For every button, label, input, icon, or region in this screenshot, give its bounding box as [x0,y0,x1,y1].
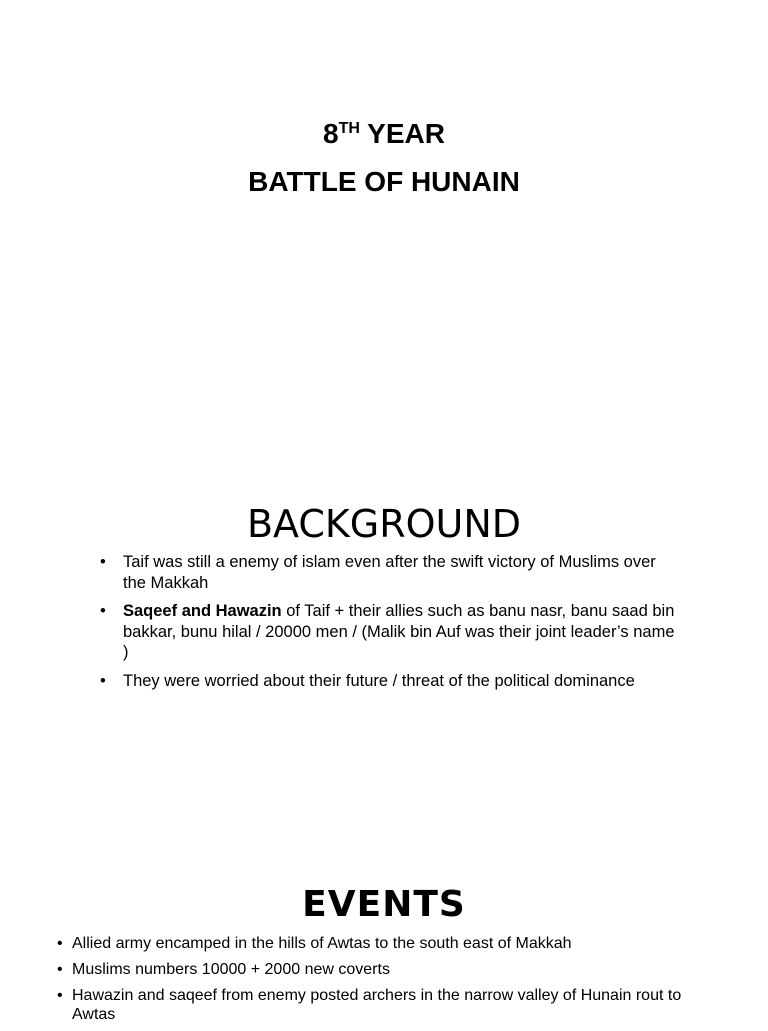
list-item [100,552,680,593]
background-list [100,552,680,699]
list-item [57,934,717,953]
bullet-icon: • [57,987,63,1004]
bullet-icon: • [57,961,63,978]
events-list [57,934,717,1031]
bullet-icon: • [100,602,106,620]
bullet-icon: • [57,935,63,952]
bullet-text: Hawazin and saqeef from enemy posted archers in the narrow valley of Hunain rout to Awtas [72,987,682,1023]
slide-title-main: BATTLE OF HUNAIN [248,166,520,197]
bullet-icon: • [100,671,106,690]
bullet-icon: • [100,553,106,571]
list-item [57,960,717,979]
year-number: 8 [323,118,339,149]
background-heading: BACKGROUND [246,502,522,546]
year-label: YEAR [359,118,445,149]
list-item [100,671,680,692]
events-heading: EVENTS [302,884,466,925]
list-item [100,601,680,663]
bullet-text: They were worried about their future / threat of the political dominance [123,671,635,690]
bullet-text: Muslims numbers 10000 + 2000 new coverts [72,961,390,978]
bullet-text: of Taif + their allies such as banu nasr, banu saad bin bakkar, bunu hilal / 20000 men / (Malik bin Auf was their joint leader’s name ) [123,602,675,661]
slide-title-year [0,118,768,150]
bullet-text: Allied army encamped in the hills of Awtas to the south east of Makkah [72,935,572,952]
bullet-text: Taif was still a enemy of islam even after the swift victory of Muslims over the Makkah [123,553,656,592]
year-suffix: TH [338,120,360,137]
list-item [57,986,717,1024]
bullet-bold-text: Saqeef and Hawazin [123,602,282,620]
